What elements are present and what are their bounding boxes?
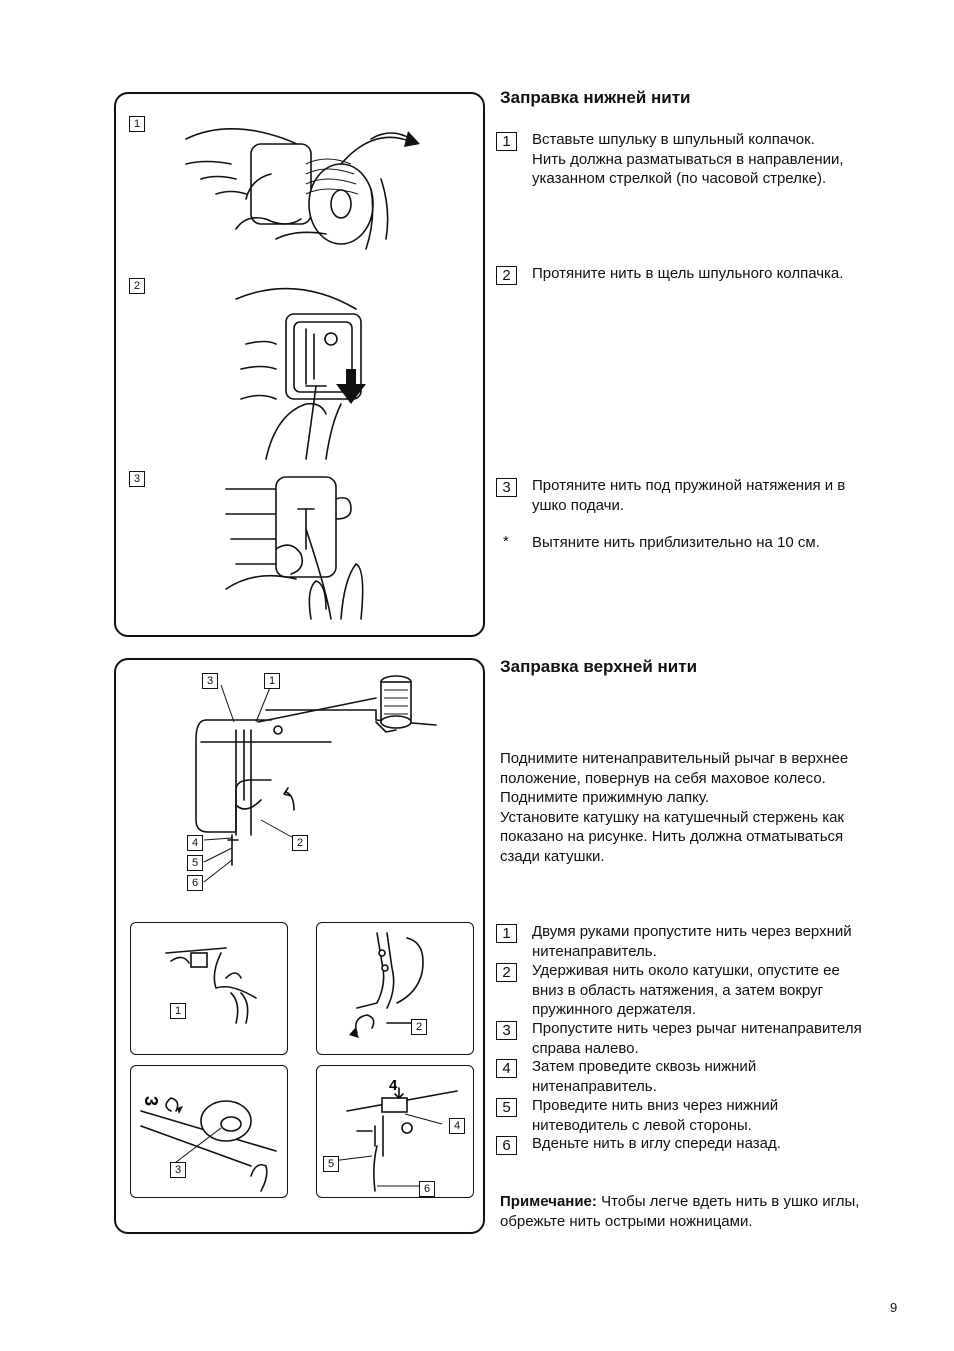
diagram-label: 3 [202,673,218,689]
detail-figure-needle-area [316,1065,474,1198]
step-number: 3 [496,1021,517,1040]
step-text: Протяните нить под пружиной натяжения и в ушко подачи. [532,477,846,514]
lower-thread-figure-panel [114,92,485,637]
step-text: Вставьте шпульку в шпульный колпачок. Нить должна разматываться в направлении, указанном стрелкой (по часовой стрелке). [532,131,844,187]
bobbin-insert-illustration [176,119,436,269]
lower-thread-heading: Заправка нижней нити [500,88,691,107]
note-text: Чтобы легче вдеть нить в ушко иглы, обрежьте нить острыми ножницами. [500,1193,860,1230]
bobbin-case-slot-illustration [236,274,436,464]
detail-figure-upper-guide [130,922,288,1055]
step-text: Пропустите нить через рычаг нитенаправителя справа налево. [532,1020,862,1057]
diagram-label: 2 [292,835,308,851]
diagram-label: 4 [187,835,203,851]
note-marker: * [503,533,509,550]
step-text: Протяните нить в щель шпульного колпачка. [532,265,844,282]
upper-note [500,1192,910,1231]
lower-note-text: Вытяните нить приблизительно на 10 см. [532,534,820,551]
detail-label: 4 [449,1118,465,1134]
tension-spring-illustration [216,469,436,629]
diagram-label: 1 [264,673,280,689]
note-label: Примечание: [500,1193,597,1210]
detail-mark: 3 [141,1096,161,1107]
step-number: 1 [496,132,517,151]
sewing-machine-threading-diagram [176,670,436,885]
step-text: Двумя руками пропустите нить через верхний нитенаправитель. [532,923,852,960]
diagram-label: 6 [187,875,203,891]
upper-thread-heading: Заправка верхней нити [500,657,698,676]
upper-thread-figure-panel [114,658,485,1234]
step-text: Удерживая нить около катушки, опустите ее вниз в область натяжения, а затем вокруг пружинного держателя. [532,962,840,1018]
step-number: 3 [496,478,517,497]
step-number: 6 [496,1136,517,1155]
diagram-label: 5 [187,855,203,871]
detail-label: 3 [170,1162,186,1178]
step-number: 1 [496,924,517,943]
step-number: 2 [496,963,517,982]
step-number: 5 [496,1098,517,1117]
detail-figure-tension [316,922,474,1055]
figure-label: 1 [129,116,145,132]
detail-label: 1 [170,1003,186,1019]
figure-label: 2 [129,278,145,294]
figure-label: 3 [129,471,145,487]
detail-label: 6 [419,1181,435,1197]
detail-figure-take-up-lever [130,1065,288,1198]
step-number: 4 [496,1059,517,1078]
page-number: 9 [890,1300,898,1315]
detail-mark: 4 [389,1077,398,1094]
upper-intro-text: Поднимите нитенаправительный рычаг в верхнее положение, повернув на себя маховое колесо. Поднимите прижимную лапку. Установите катушку на катушечный стержень как показано на рисунке. Нить должна отматываться сзади катушки. [500,750,849,865]
step-text: Вденьте нить в иглу спереди назад. [532,1135,781,1152]
step-number: 2 [496,266,517,285]
detail-label: 5 [323,1156,339,1172]
step-text: Затем проведите сквозь нижний нитенаправитель. [532,1058,757,1095]
step-text: Проведите нить вниз через нижний нитеводитель с левой стороны. [532,1097,779,1134]
detail-label: 2 [411,1019,427,1035]
